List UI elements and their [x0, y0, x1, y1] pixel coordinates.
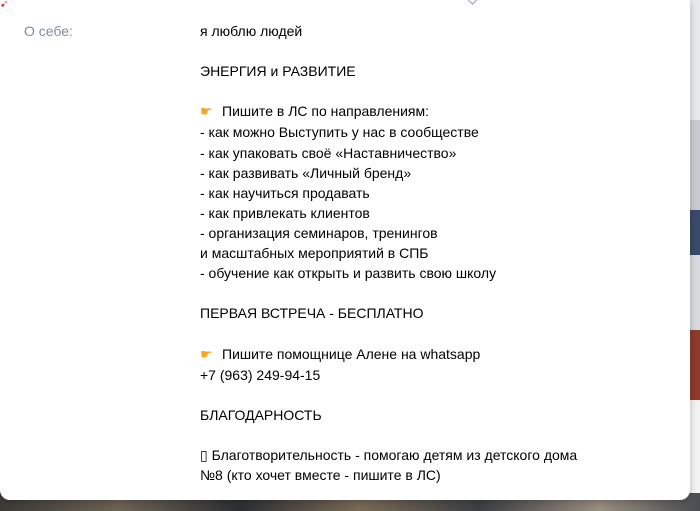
about-line — [200, 81, 670, 101]
about-line — [200, 203, 670, 223]
about-line — [200, 323, 670, 343]
about-line-text: Пишите помощнице Алене на whatsapp — [222, 345, 481, 362]
about-line — [200, 101, 670, 122]
about-line — [200, 163, 670, 183]
about-line — [200, 223, 670, 243]
about-line-text: - обучение как открыть и развить свою школу — [200, 265, 497, 282]
about-line-text: - как привлекать клиентов — [200, 204, 370, 221]
about-line — [200, 344, 670, 365]
chevron-icon — [466, 0, 479, 5]
about-line-text: - организация семинаров, тренингов — [200, 224, 438, 241]
red-arrow-icon: ➹ — [0, 0, 9, 10]
about-line — [200, 385, 670, 405]
about-line-text: Пишите в ЛС по направлениям: — [222, 103, 430, 120]
about-line-text: и масштабных мероприятий в СПБ — [200, 245, 429, 262]
about-line — [200, 243, 670, 263]
about-line — [200, 283, 670, 303]
about-label: О себе: — [24, 23, 73, 39]
about-line — [200, 263, 670, 283]
about-line-text: +7 (963) 249-94-15 — [200, 366, 321, 383]
about-line — [200, 21, 670, 41]
about-line-text: ЭНЕРГИЯ и РАЗВИТИЕ — [200, 63, 356, 80]
backhand-index-pointing-right-icon: ☛ — [200, 104, 213, 121]
about-value — [200, 21, 670, 485]
about-line — [200, 465, 670, 485]
about-line-text: БЛАГОДАРНОСТЬ — [200, 406, 322, 423]
about-line — [200, 61, 670, 81]
about-line — [200, 303, 670, 323]
about-line-text: ПЕРВАЯ ВСТРЕЧА - БЕСПЛАТНО — [200, 305, 424, 322]
about-line-text: - как можно Выступить у нас в сообществе — [200, 124, 479, 141]
about-line-text: №8 (кто хочет вместе - пишите в ЛС) — [200, 467, 441, 484]
about-line — [200, 425, 670, 445]
backhand-index-pointing-right-icon: ☛ — [200, 346, 213, 363]
about-line — [200, 122, 670, 142]
about-line-text: - как упаковать своё «Наставничество» — [200, 144, 457, 161]
about-line-text: ▯ Благотворительность - помогаю детям из детского дома — [200, 446, 578, 463]
about-line-text: - как развивать «Личный бренд» — [200, 164, 412, 181]
about-line — [200, 143, 670, 163]
about-line — [200, 365, 670, 385]
about-line — [200, 405, 670, 425]
about-line — [200, 41, 670, 61]
about-line — [200, 183, 670, 203]
about-line — [200, 445, 670, 465]
about-line-text: я люблю людей — [200, 23, 303, 39]
about-line-text: - как научиться продавать — [200, 184, 370, 201]
